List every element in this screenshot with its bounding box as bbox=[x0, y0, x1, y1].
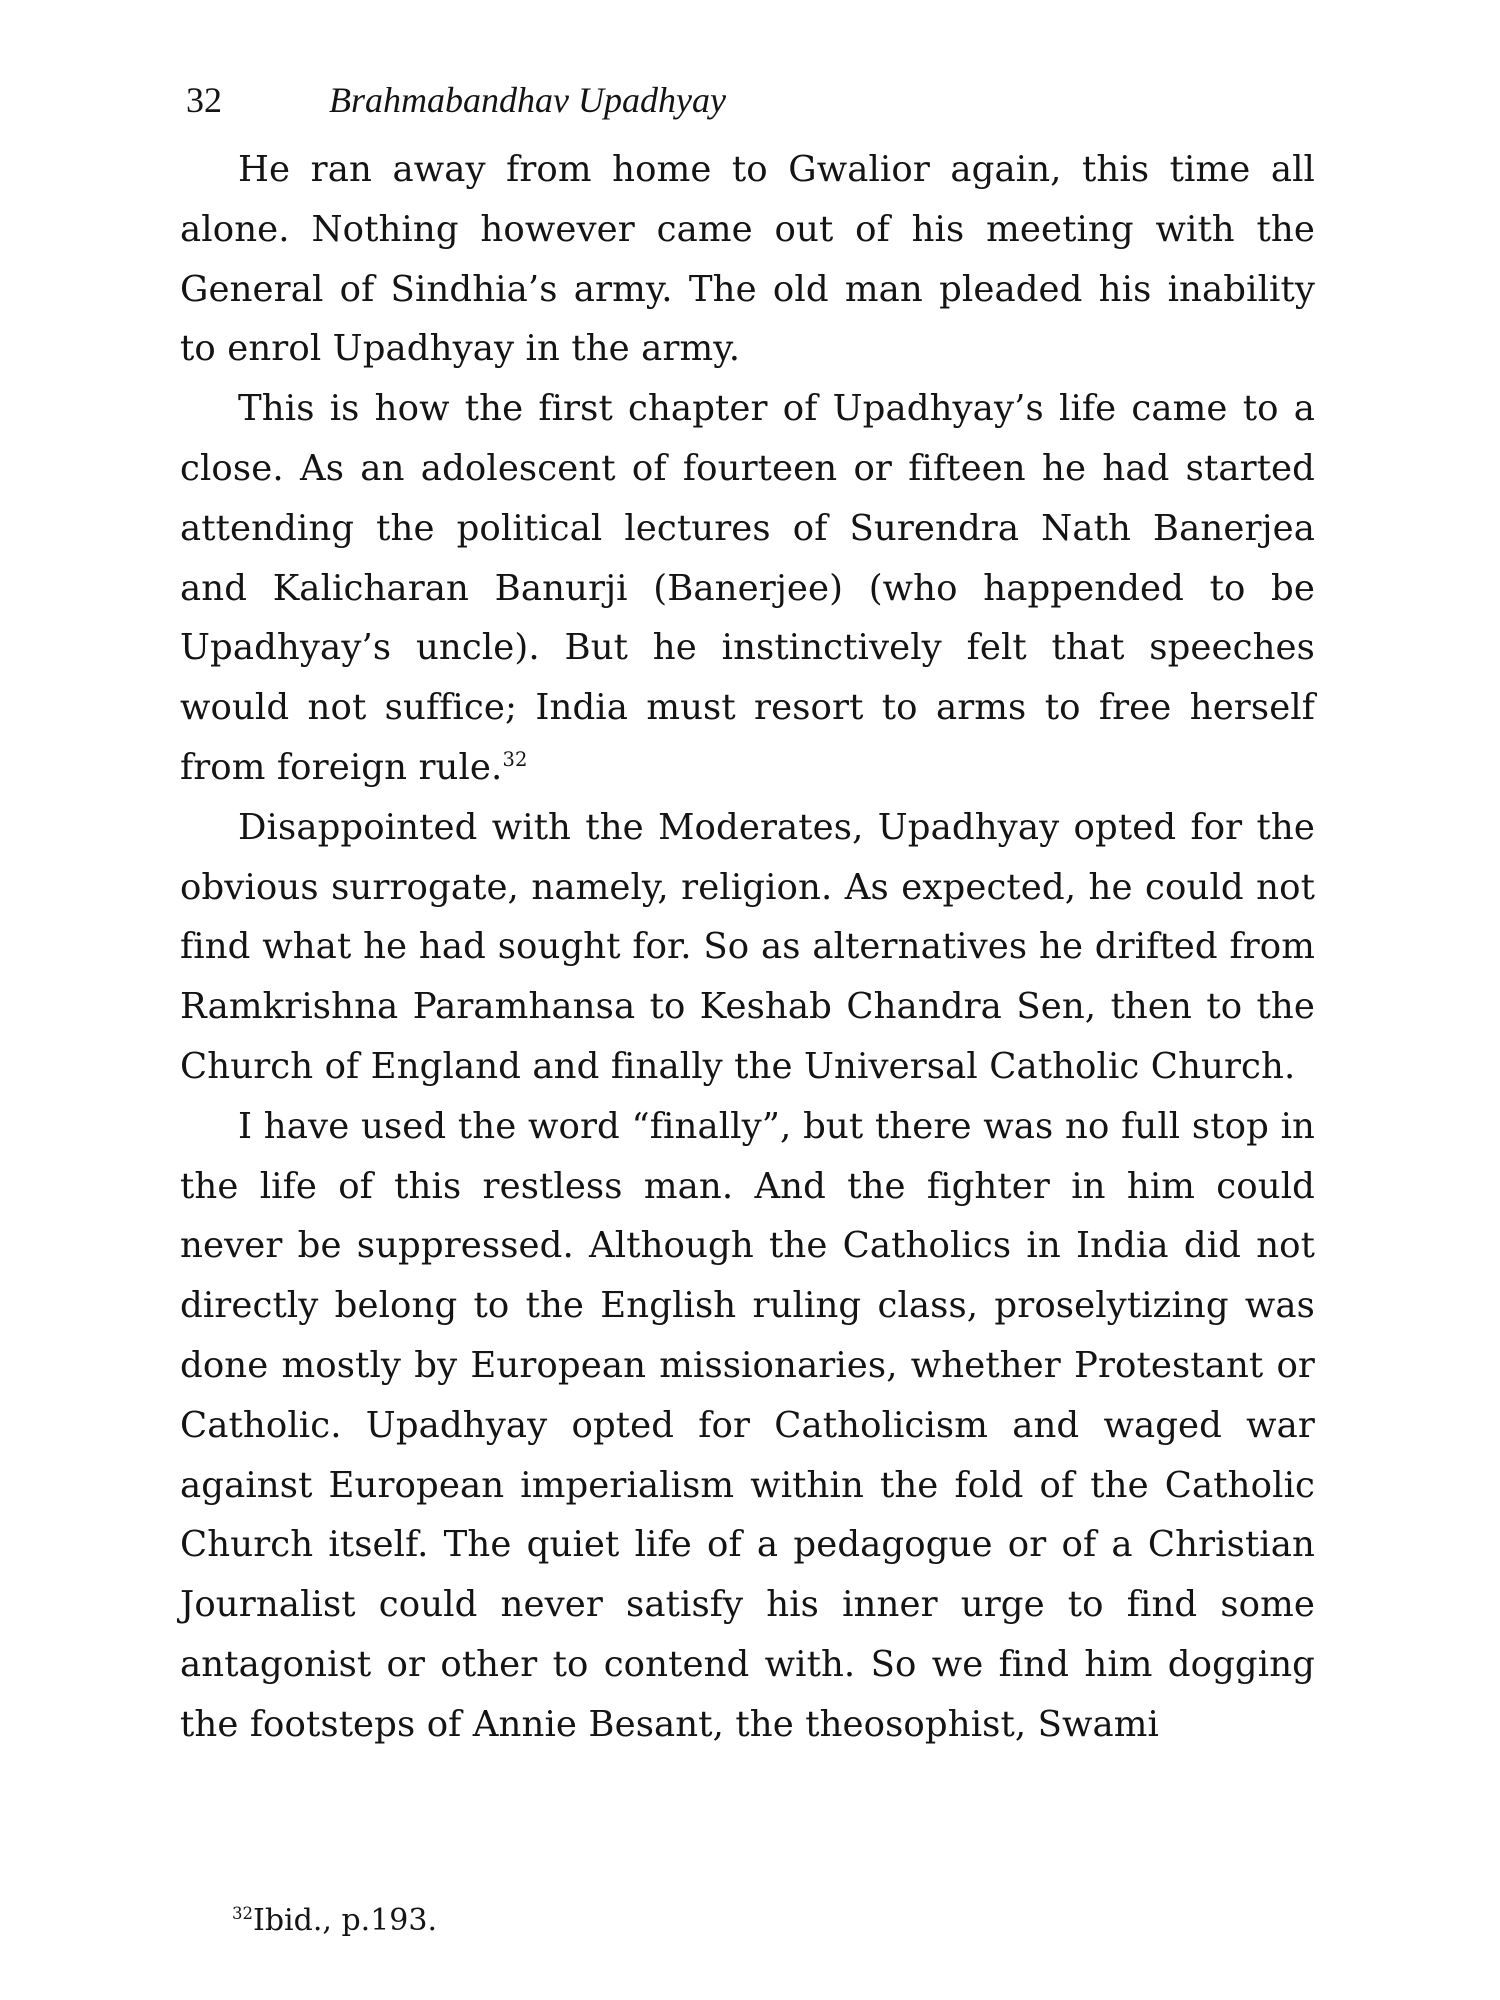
paragraph-text: This is how the first chapter of Upadhyay’s life came to a close. As an adolescent of fourteen or fifteen he had started attending the political lectures of Surendra Nath Banerjea and Kalicharan Banurji (Banerjee) (who happended to be Upadhyay’s uncle). But he instinctively felt that speeches would not suffice; India must resort to arms to free herself from foreign rule. bbox=[180, 388, 1315, 788]
paragraph bbox=[180, 379, 1315, 798]
body-text bbox=[180, 140, 1315, 1755]
running-head bbox=[186, 70, 1326, 130]
footnote-text: Ibid., p.193. bbox=[253, 1903, 437, 1938]
paragraph-text: He ran away from home to Gwalior again, this time all alone. Nothing however came out of his meeting with the General of Sindhia’s army. The old man pleaded his inability to enrol Upadhyay in the army. bbox=[180, 149, 1315, 370]
paragraph-text: Disappointed with the Moderates, Upadhyay opted for the obvious surrogate, namely, religion. As expected, he could not find what he had sought for. So as alternatives he drifted from Ramkrishna Paramhansa to Keshab Chandra Sen, then to the Church of England and finally the Universal Catholic Church. bbox=[180, 806, 1315, 1087]
paragraph-text: I have used the word “finally”, but there was no full stop in the life of this restless man. And the fighter in him could never be suppressed. Although the Catholics in India did not directly belong to the English ruling class, proselytizing was done mostly by European missionaries, whether Protestant or Catholic. Upadhyay opted for Catholicism and waged war against European imperialism within the fold of the Catholic Church itself. The quiet life of a pedagogue or of a Christian Journalist could never satisfy his inner urge to find some antagonist or other to contend with. So we find him dogging the footsteps of Annie Besant, the theosophist, Swami bbox=[180, 1105, 1315, 1745]
footnote bbox=[232, 1901, 1232, 1941]
paragraph bbox=[180, 1097, 1315, 1755]
footnote-reference[interactable]: 32 bbox=[502, 748, 528, 772]
book-title: Brahmabandhav Upadhyay bbox=[329, 80, 726, 120]
paragraph bbox=[180, 140, 1315, 379]
page-number: 32 bbox=[186, 80, 222, 120]
footnote-marker: 32 bbox=[232, 1904, 253, 1923]
paragraph bbox=[180, 798, 1315, 1097]
